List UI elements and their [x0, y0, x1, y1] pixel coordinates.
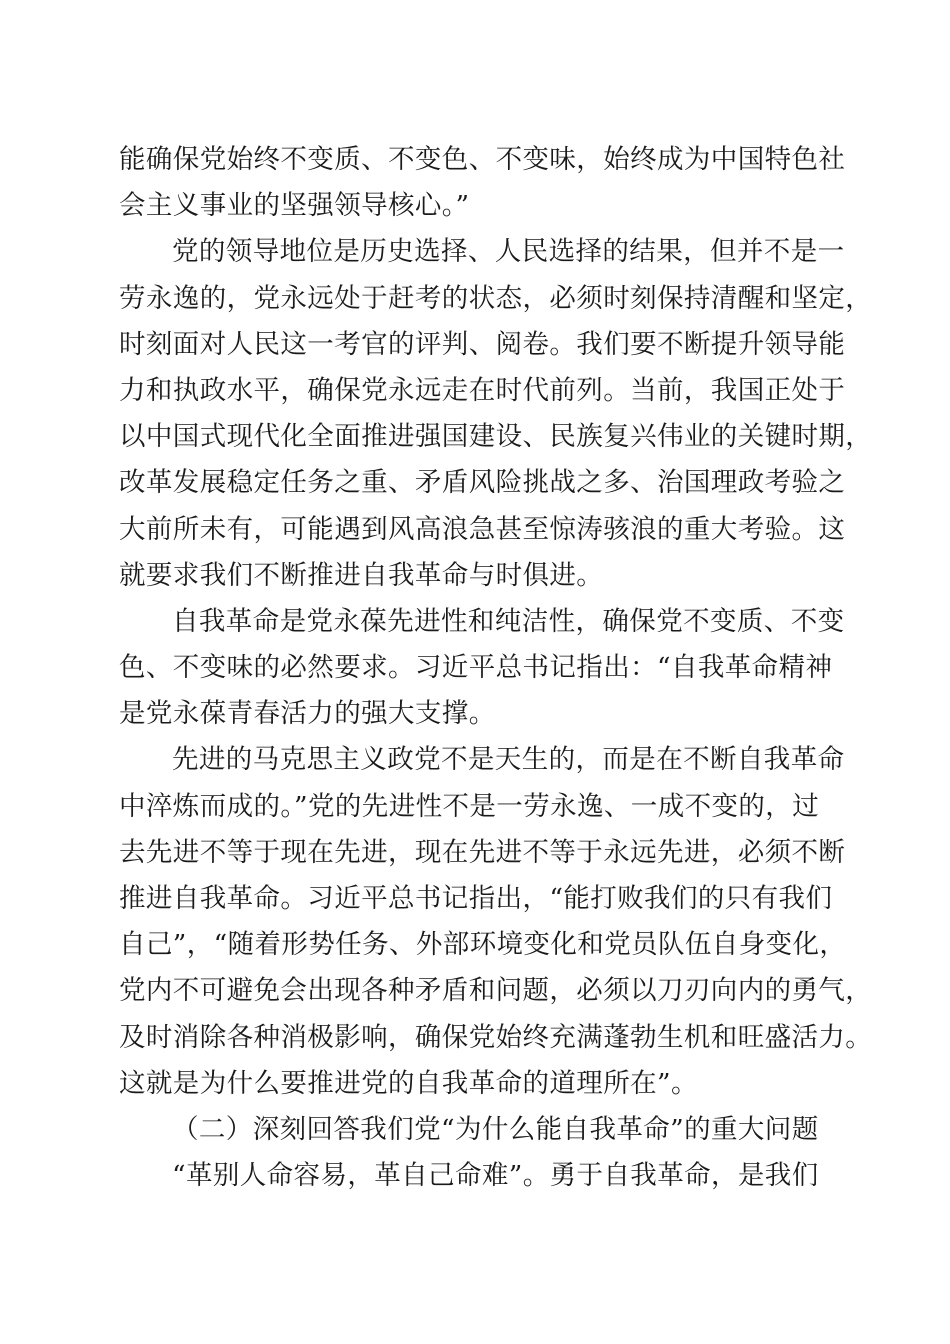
text-line: 去先进不等于现在先进，现在先进不等于永远先进，必须不断	[119, 836, 846, 868]
section-heading: （二）深刻回答我们党“为什么能自我革命”的重大问题	[172, 1113, 819, 1145]
text-line: 色、不变味的必然要求。习近平总书记指出：“自我革命精神	[119, 652, 833, 684]
text-line: 能确保党始终不变质、不变色、不变味，始终成为中国特色社	[119, 144, 846, 175]
text-line: 时刻面对人民这一考官的评判、阅卷。我们要不断提升领导能	[119, 328, 846, 360]
text-line: 党内不可避免会出现各种矛盾和问题，必须以刀刃向内的勇气，	[119, 975, 873, 1007]
text-line: 改革发展稳定任务之重、矛盾风险挑战之多、治国理政考验之	[119, 467, 846, 499]
text-line: 就要求我们不断推进自我革命与时俱进。	[119, 559, 604, 591]
text-line: 劳永逸的，党永远处于赶考的状态，必须时刻保持清醒和坚定，	[119, 282, 873, 314]
text-line: 这就是为什么要推进党的自我革命的道理所在”。	[119, 1067, 698, 1099]
text-line: 力和执政水平，确保党永远走在时代前列。当前，我国正处于	[119, 374, 846, 406]
text-line: 是党永葆青春活力的强大支撑。	[119, 698, 496, 730]
paragraph-start-line: “革别人命容易，革自己命难”。勇于自我革命，是我们	[172, 1160, 819, 1192]
paragraph-start-line: 自我革命是党永葆先进性和纯洁性，确保党不变质、不变	[172, 605, 845, 637]
text-line: 推进自我革命。习近平总书记指出，“能打败我们的只有我们	[119, 883, 833, 914]
text-line: 会主义事业的坚强领导核心。”	[119, 190, 470, 222]
text-line: 大前所未有，可能遇到风高浪急甚至惊涛骇浪的重大考验。这	[119, 513, 846, 545]
text-line: 自己”，“随着形势任务、外部环境变化和党员队伍自身变化，	[119, 929, 847, 961]
text-line: 中淬炼而成的。”党的先进性不是一劳永逸、一成不变的，过	[119, 790, 820, 822]
text-line: 及时消除各种消极影响，确保党始终充满蓬勃生机和旺盛活力。	[119, 1021, 873, 1053]
paragraph-start-line: 先进的马克思主义政党不是天生的，而是在不断自我革命	[172, 744, 845, 776]
body-text	[119, 137, 873, 1199]
paragraph-start-line: 党的领导地位是历史选择、人民选择的结果，但并不是一	[172, 236, 845, 268]
text-line: 以中国式现代化全面推进强国建设、民族复兴伟业的关键时期，	[119, 421, 873, 453]
